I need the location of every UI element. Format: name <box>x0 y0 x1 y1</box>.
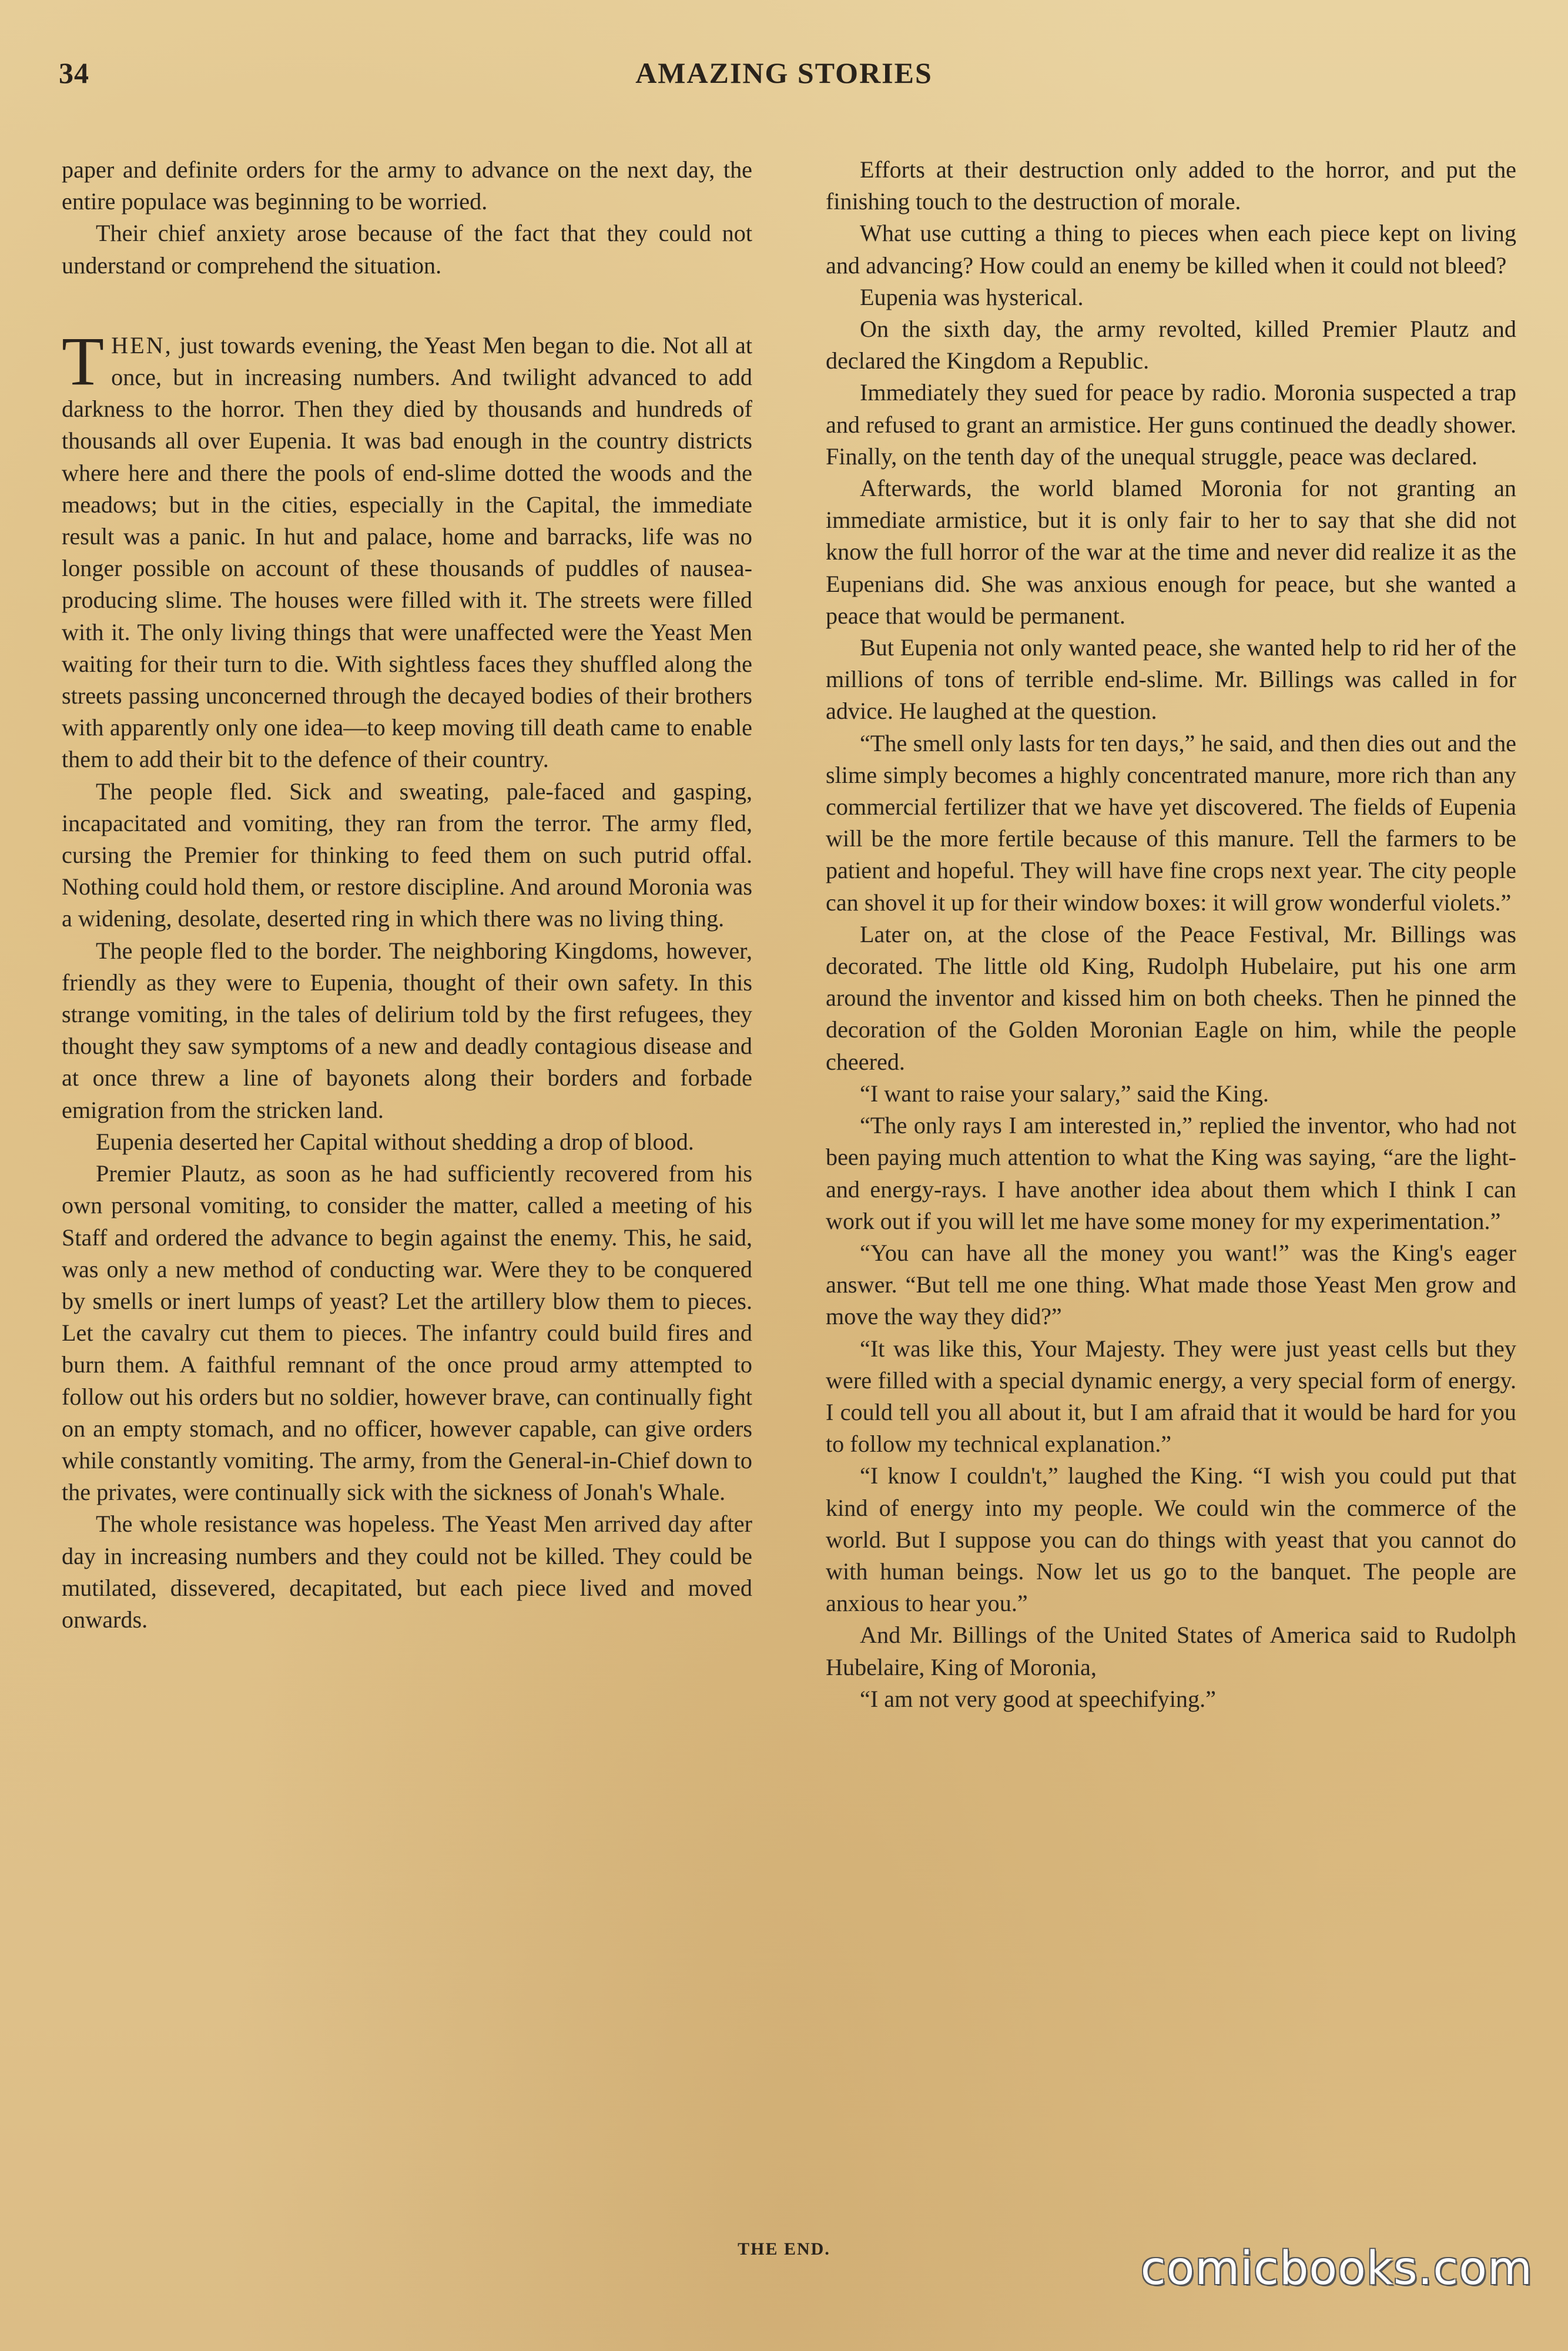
paragraph: Eupenia deserted her Capital without shedding a drop of blood. <box>96 1128 694 1155</box>
paragraph: Eupenia was hysterical. <box>860 283 1084 310</box>
paragraph: The people fled to the border. The neighboring Kingdoms, however, friendly as they were to Eupenia, thought of their own safety. In this strange vomiting, in the tales of delirium told by the first refugees, they thought they saw symptoms of a new and deadly contagious disease and at once threw a line of bayonets along their borders and forbade emigration from the stricken land. <box>62 937 752 1123</box>
drop-cap-letter: T <box>62 322 105 400</box>
paragraph: Efforts at their destruction only added to the horror, and put the finishing touch to the destruction of morale. <box>826 156 1516 215</box>
running-title: AMAZING STORIES <box>635 56 933 89</box>
paragraph: The whole resistance was hopeless. The Yeast Men arrived day after day in increasing numbers and they could not be killed. They could be mutilated, dissevered, decapitated, but each piece lived and moved onwards. <box>62 1511 752 1633</box>
paragraph: Later on, at the close of the Peace Festival, Mr. Billings was decorated. The little old King, Rudolph Hubelaire, put his one arm around the inventor and kissed him on both cheeks. Then he pinned the decoration of the Golden Moronian Eagle on him, while the people cheered. <box>826 920 1516 1075</box>
paragraph: “I want to raise your salary,” said the King. <box>860 1080 1269 1107</box>
paragraph: Premier Plautz, as soon as he had sufficiently recovered from his own personal vomiting, to consider the matter, called a meeting of his Staff and ordered the advance to begin against the enemy. This, he said, was only a new method of conducting war. Were they to be conquered by smells or inert lumps of yeast? Let the artillery blow them to pieces. Let the cavalry cut them to pieces. The infantry could build fires and burn them. A faithful remnant of the once proud army attempted to follow out his orders but no soldier, however brave, can continually fight on an empty stomach, and no officer, however capable, can give orders while constantly vomiting. The army, from the General-in-Chief down to the privates, were continually sick with the sickness of Jonah's Whale. <box>62 1160 752 1506</box>
paragraph: Afterwards, the world blamed Moronia for not granting an immediate armistice, but it is only fair to her to say that she did not know the full horror of the war at the time and never did realize it as the Eupenians did. She was anxious enough for peace, but she wanted a peace that would be permanent. <box>826 475 1516 629</box>
paragraph-drop-cap <box>62 322 752 776</box>
small-caps-lead: HEN, <box>111 331 173 359</box>
paragraph: Their chief anxiety arose because of the fact that they could not understand or comprehend the situation. <box>62 220 752 279</box>
paragraph: Immediately they sued for peace by radio. Moronia suspected a trap and refused to grant an armistice. Her guns continued the deadly shower. Finally, on the tenth day of the unequal struggle, peace was declared. <box>826 379 1516 470</box>
page-header <box>0 56 1568 103</box>
paragraph: But Eupenia not only wanted peace, she wanted help to rid her of the millions of tons of terrible end-slime. Mr. Billings was called in for advice. He laughed at the question. <box>826 634 1516 725</box>
paragraph: On the sixth day, the army revolted, killed Premier Plautz and declared the Kingdom a Republic. <box>826 316 1516 374</box>
paragraph: “I am not very good at speechifying.” <box>860 1685 1216 1712</box>
paragraph-text: just towards evening, the Yeast Men began to die. Not all at once, but in increasing numbers. And twilight advanced to add darkness to the horror. Then they died by thousands and hundreds of thousands all over Eupenia. It was bad enough in the country districts where here and there the pools of end-slime dotted the woods and the meadows; but in the cities, especially in the Capital, the immediate result was a panic. In hut and palace, home and barracks, life was no longer possible on account of these thousands of puddles of nausea-producing slime. The houses were filled with it. The streets were filled with it. The only living things that were unaffected were the Yeast Men waiting for their turn to die. With sightless faces they shuffled along the streets passing unconcerned through the decayed bodies of their brothers with apparently only one idea—to keep moving till death came to enable them to add their bit to the defence of their country. <box>62 331 752 773</box>
the-end-mark: THE END. <box>738 2239 830 2259</box>
paragraph: paper and definite orders for the army to advance on the next day, the entire populace was beginning to be worried. <box>62 156 752 215</box>
left-column <box>62 154 752 1636</box>
page-number: 34 <box>59 56 89 89</box>
paragraph: “The only rays I am interested in,” replied the inventor, who had not been paying much attention to what the King was saying, “are the light-and energy-rays. I have another idea about them which I think I can work out if you will let me have some money for my experimentation.” <box>826 1112 1516 1234</box>
paragraph: The people fled. Sick and sweating, pale-faced and gasping, incapacitated and vomiting, they ran from the terror. The army fled, cursing the Premier for thinking to feed them on such putrid offal. Nothing could hold them, or restore discipline. And around Moronia was a widening, desolate, deserted ring in which there was no living thing. <box>62 778 752 932</box>
paragraph: And Mr. Billings of the United States of America said to Rudolph Hubelaire, King of Moronia, <box>826 1622 1516 1680</box>
right-column <box>826 154 1516 1715</box>
paragraph: “The smell only lasts for ten days,” he said, and then dies out and the slime simply becomes a highly concentrated manure, more rich than any commercial fertilizer that we have yet discovered. The fields of Eupenia will be the more fertile because of this manure. Tell the farmers to be patient and hopeful. They will have fine crops next year. The city people can shovel it up for their window boxes: it will grow wonderful violets.” <box>826 729 1516 916</box>
paragraph: “You can have all the money you want!” was the King's eager answer. “But tell me one thing. What made those Yeast Men grow and move the way they did?” <box>826 1239 1516 1330</box>
site-watermark: comicbooks.com <box>1140 2242 1533 2295</box>
paragraph: What use cutting a thing to pieces when each piece kept on living and advancing? How could an enemy be killed when it could not bleed? <box>826 220 1516 279</box>
paragraph: “I know I couldn't,” laughed the King. “I wish you could put that kind of energy into my people. We could win the commerce of the world. But I suppose you can do things with yeast that you cannot do with human beings. Now let us go to the banquet. The people are anxious to hear you.” <box>826 1462 1516 1617</box>
paragraph: “It was like this, Your Majesty. They were just yeast cells but they were filled with a special dynamic energy, a very special form of energy. I could tell you all about it, but I am afraid that it would be hard for you to follow my technical explanation.” <box>826 1335 1516 1458</box>
